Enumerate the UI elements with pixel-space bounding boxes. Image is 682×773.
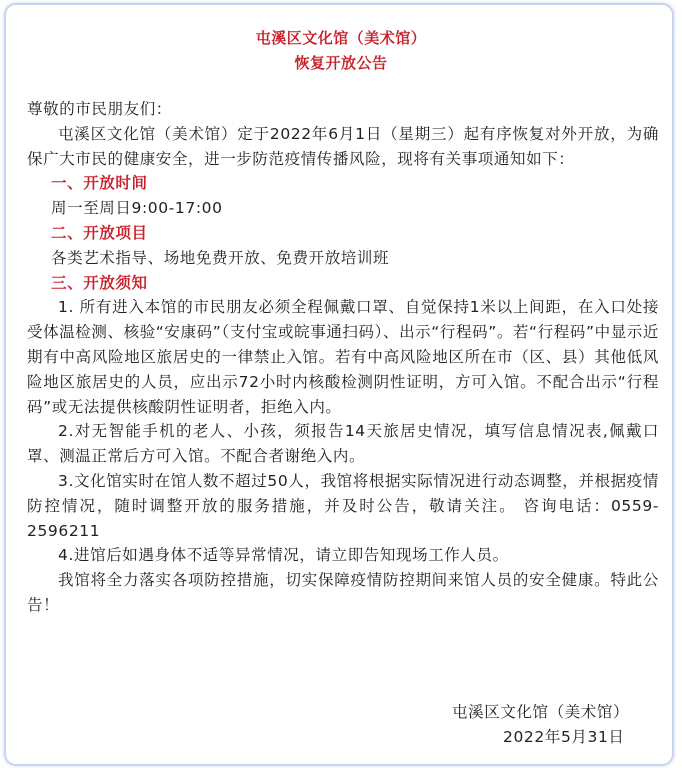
section-heading-open-items: 二、开放项目	[51, 223, 148, 242]
notice-title-line1: 屯溪区文化馆（美术馆）	[255, 29, 427, 47]
rule-item-4: 4.进馆后如遇身体不适等异常情况，请立即告知现场工作人员。	[58, 546, 509, 565]
rule-item-1: 1. 所有进入本馆的市民朋友必须全程佩戴口罩、自觉保持1米以上间距，在入口处接受体温检测、核验“安康码”（支付宝或皖事通扫码）、出示“行程码”。若“行程码”中显示近期有中高风险地区旅居史的一律禁止入馆。若有中高风险地区所在市（区、县）其他低风险地区旅居史的人员，应出示72小时内核酸检测阴性证明，方可入馆。不配合出示“行程码”或无法提供核酸阴性证明者，拒绝入内。	[27, 298, 659, 416]
section-content-open-hours: 周一至周日9:00-17:00	[51, 199, 223, 218]
section-heading-visitor-rules: 三、开放须知	[51, 273, 148, 292]
rule-item-2: 2.对无智能手机的老人、小孩，须报告14天旅居史情况，填写信息情况表,佩戴口罩、测温正常后方可入馆。不配合者谢绝入内。	[27, 422, 659, 466]
notice-body	[27, 97, 659, 618]
section-content-open-items: 各类艺术指导、场地免费开放、免费开放培训班	[51, 248, 390, 267]
signature-date: 2022年5月31日	[503, 728, 625, 746]
section-heading-open-hours: 一、开放时间	[51, 174, 148, 193]
rule-item-3: 3.文化馆实时在馆人数不超过50人，我馆将根据实际情况进行动态调整，并根据疫情防控情况，随时调整开放的服务措施，并及时公告，敬请关注。 咨询电话：0559-2596211	[27, 471, 659, 540]
intro-paragraph: 屯溪区文化馆（美术馆）定于2022年6月1日（星期三）起有序恢复对外开放，为确保广大市民的健康安全，进一步防范疫情传播风险，现将有关事项通知如下：	[27, 124, 659, 168]
notice-title-line2: 恢复开放公告	[294, 54, 388, 72]
salutation: 尊敬的市民朋友们：	[27, 100, 172, 118]
signature-organization: 屯溪区文化馆（美术馆）	[452, 703, 630, 721]
closing-paragraph: 我馆将全力落实各项防控措施，切实保障疫情防控期间来馆人员的安全健康。特此公告！	[27, 571, 659, 614]
